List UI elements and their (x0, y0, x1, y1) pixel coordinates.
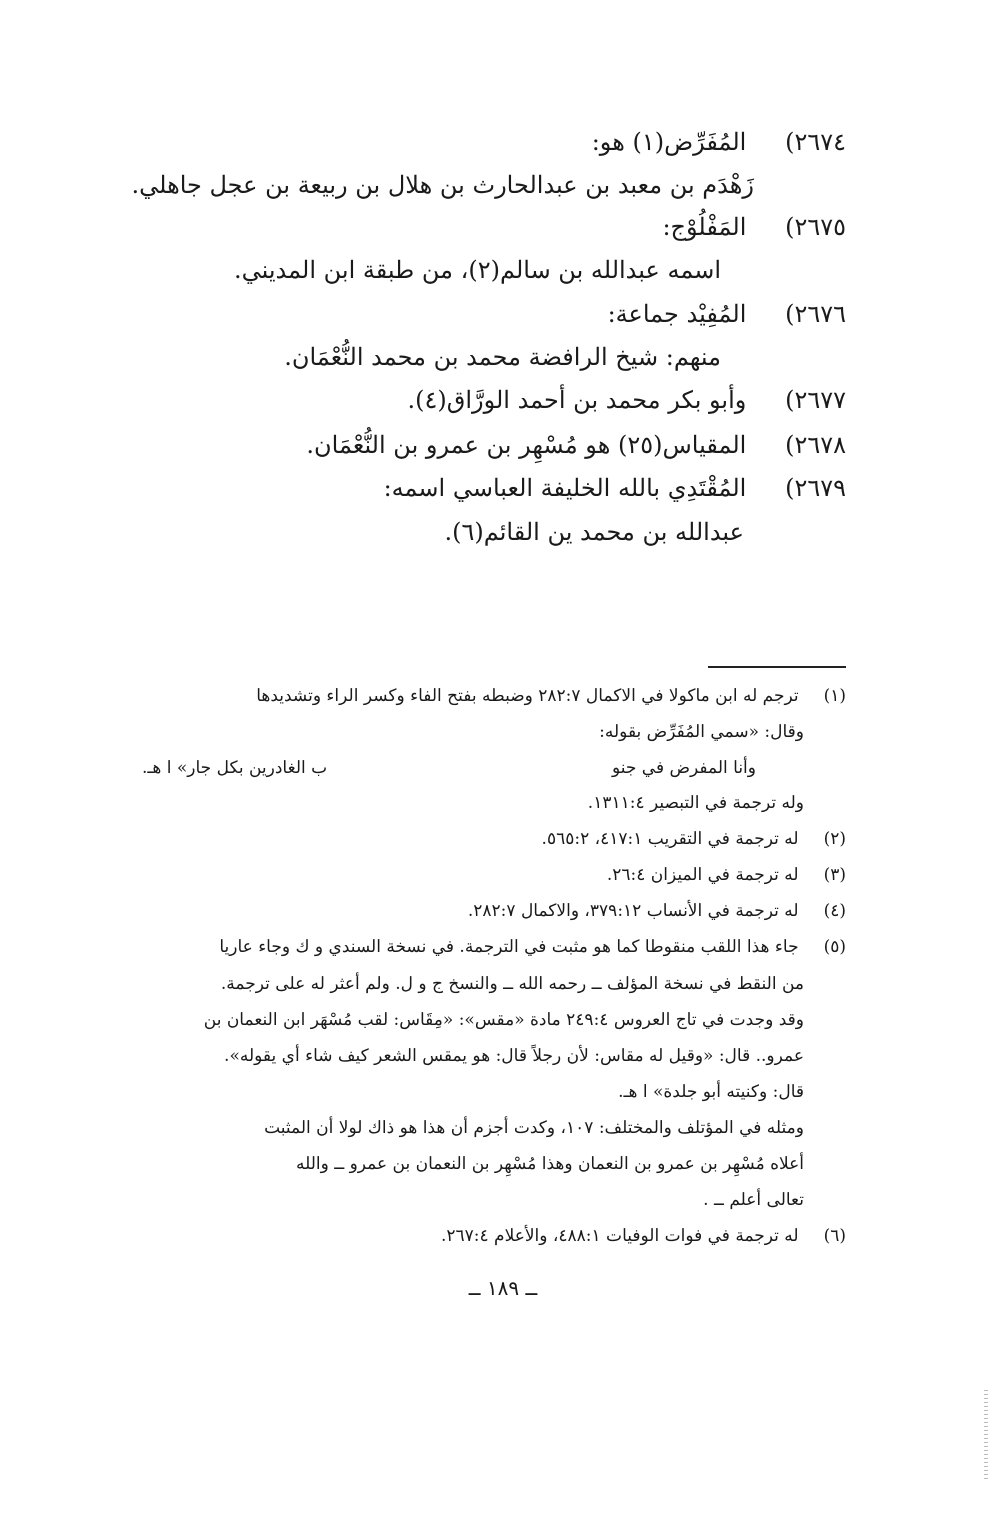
entry-2679 (384, 474, 846, 502)
entry-number: ٢٦٧٧) (785, 386, 846, 414)
footnote-text: له ترجمة في فوات الوفيات ٤٨٨:١، والأعلام ٢٦٧:٤. (440, 1226, 799, 1246)
footnote-5-cont (224, 1046, 804, 1066)
footnote-text: أعلاه مُسْهِر بن عمرو بن النعمان وهذا مُسْهِر بن النعمان بن عمرو ــ والله (295, 1154, 804, 1174)
footnote-5-cont (264, 1118, 804, 1138)
entry-2679-body (444, 518, 744, 546)
footnote-text: جاء هذا اللقب منقوطا كما هو مثبت في الترجمة. في نسخة السندي و ك وجاء عاريا (219, 937, 799, 957)
footnote-5-cont (204, 1010, 804, 1030)
footnote-number: (٣) (823, 865, 846, 885)
entry-2676 (608, 300, 846, 328)
scan-edge-marks (984, 1390, 988, 1480)
entry-text: المقياس(٢٥) هو مُسْهِر بن عمرو بن النُّعْمَان. (306, 431, 747, 459)
entry-number: ٢٦٧٥) (785, 213, 846, 241)
footnote-text: له ترجمة في الأنساب ٣٧٩:١٢، والاكمال ٢٨٢:٧. (467, 901, 799, 921)
entry-number: ٢٦٧٨) (785, 431, 846, 459)
footnote-text: تعالى أعلم ــ . (703, 1190, 804, 1210)
footnote-text: وله ترجمة في التبصير ١٣١١:٤. (587, 793, 804, 813)
entry-text: المُقْتَدِي بالله الخليفة العباسي اسمه: (383, 474, 747, 502)
footnote-2 (542, 829, 846, 849)
entry-2675 (662, 213, 846, 241)
footnote-1-cont (588, 793, 804, 813)
entry-text: وأبو بكر محمد بن أحمد الورَّاق(٤). (407, 386, 747, 414)
entry-2674 (592, 128, 846, 156)
footnote-6 (441, 1226, 846, 1246)
footnote-number: (١) (823, 686, 846, 706)
footnote-5-cont (221, 974, 804, 994)
footnote-text: من النقط في نسخة المؤلف ــ رحمه الله ــ والنسخ ج و ل. ولم أعثر له على ترجمة. (220, 974, 804, 994)
entry-text: المَفْلُوْج: (662, 213, 747, 241)
entry-text: المُفِيْد جماعة: (607, 300, 747, 328)
entry-text: زَهْدَم بن معبد بن عبدالحارث بن هلال بن ربيعة بن عجل جاهلي. (131, 171, 754, 199)
footnote-5 (219, 937, 846, 957)
footnote-number: (٥) (823, 937, 846, 957)
footnote-1-cont (599, 722, 804, 742)
entry-2678 (306, 431, 846, 459)
footnote-number: (٦) (823, 1226, 846, 1246)
page-number: ــ ١٨٩ ــ (468, 1276, 538, 1300)
footnote-number: (٢) (823, 829, 846, 849)
footnote-4 (468, 901, 846, 921)
footnote-text: له ترجمة في التقريب ٤١٧:١، ٥٦٥:٢. (541, 829, 799, 849)
footnote-5-cont (296, 1154, 804, 1174)
verse-hemistich-2: ب الغادرين بكل جار» ا هـ. (142, 758, 328, 778)
footnote-separator (708, 666, 846, 668)
entry-number: ٢٦٧٤) (785, 128, 846, 156)
entry-2676-body (284, 343, 721, 371)
entry-text: اسمه عبدالله بن سالم(٢)، من طبقة ابن المديني. (233, 256, 721, 284)
entry-number: ٢٦٧٩) (785, 474, 846, 502)
footnote-text: وقد وجدت في تاج العروس ٢٤٩:٤ مادة «مقس»: «مِقَاس: لقب مُسْهَر ابن النعمان بن (203, 1010, 804, 1030)
footnote-text: عمرو.. قال: «وقيل له مقاس: لأن رجلاً قال: هو يمقس الشعر كيف شاء أي يقوله». (224, 1046, 804, 1066)
entry-2674-body (131, 171, 754, 199)
footnote-text: له ترجمة في الميزان ٢٦:٤. (606, 865, 799, 885)
entry-2677 (407, 386, 846, 414)
footnote-3 (607, 865, 846, 885)
entry-2675-body (234, 256, 721, 284)
verse-hemistich-1: وأنا المفرض في جنو (611, 758, 756, 778)
entry-text: المُفَرِّض(١) هو: (591, 128, 747, 156)
footnote-5-cont (618, 1082, 804, 1102)
entry-number: ٢٦٧٦) (785, 300, 846, 328)
footnote-number: (٤) (823, 901, 846, 921)
entry-text: منهم: شيخ الرافضة محمد بن محمد النُّعْمَان. (284, 343, 721, 371)
entry-text: عبدالله بن محمد ين القائم(٦). (444, 518, 744, 546)
footnote-text: ومثله في المؤتلف والمختلف: ١٠٧، وكدت أجزم أن هذا هو ذاك لولا أن المثبت (264, 1118, 804, 1138)
footnote-5-cont (703, 1190, 804, 1210)
footnote-1 (256, 686, 846, 706)
footnote-text: وقال: «سمي المُفَرِّض بقوله: (599, 722, 804, 742)
footnote-text: ترجم له ابن ماكولا في الاكمال ٢٨٢:٧ وضبطه بفتح الفاء وكسر الراء وتشديدها (256, 686, 799, 706)
footnote-text: قال: وكنيته أبو جلدة» ا هـ. (618, 1082, 804, 1102)
